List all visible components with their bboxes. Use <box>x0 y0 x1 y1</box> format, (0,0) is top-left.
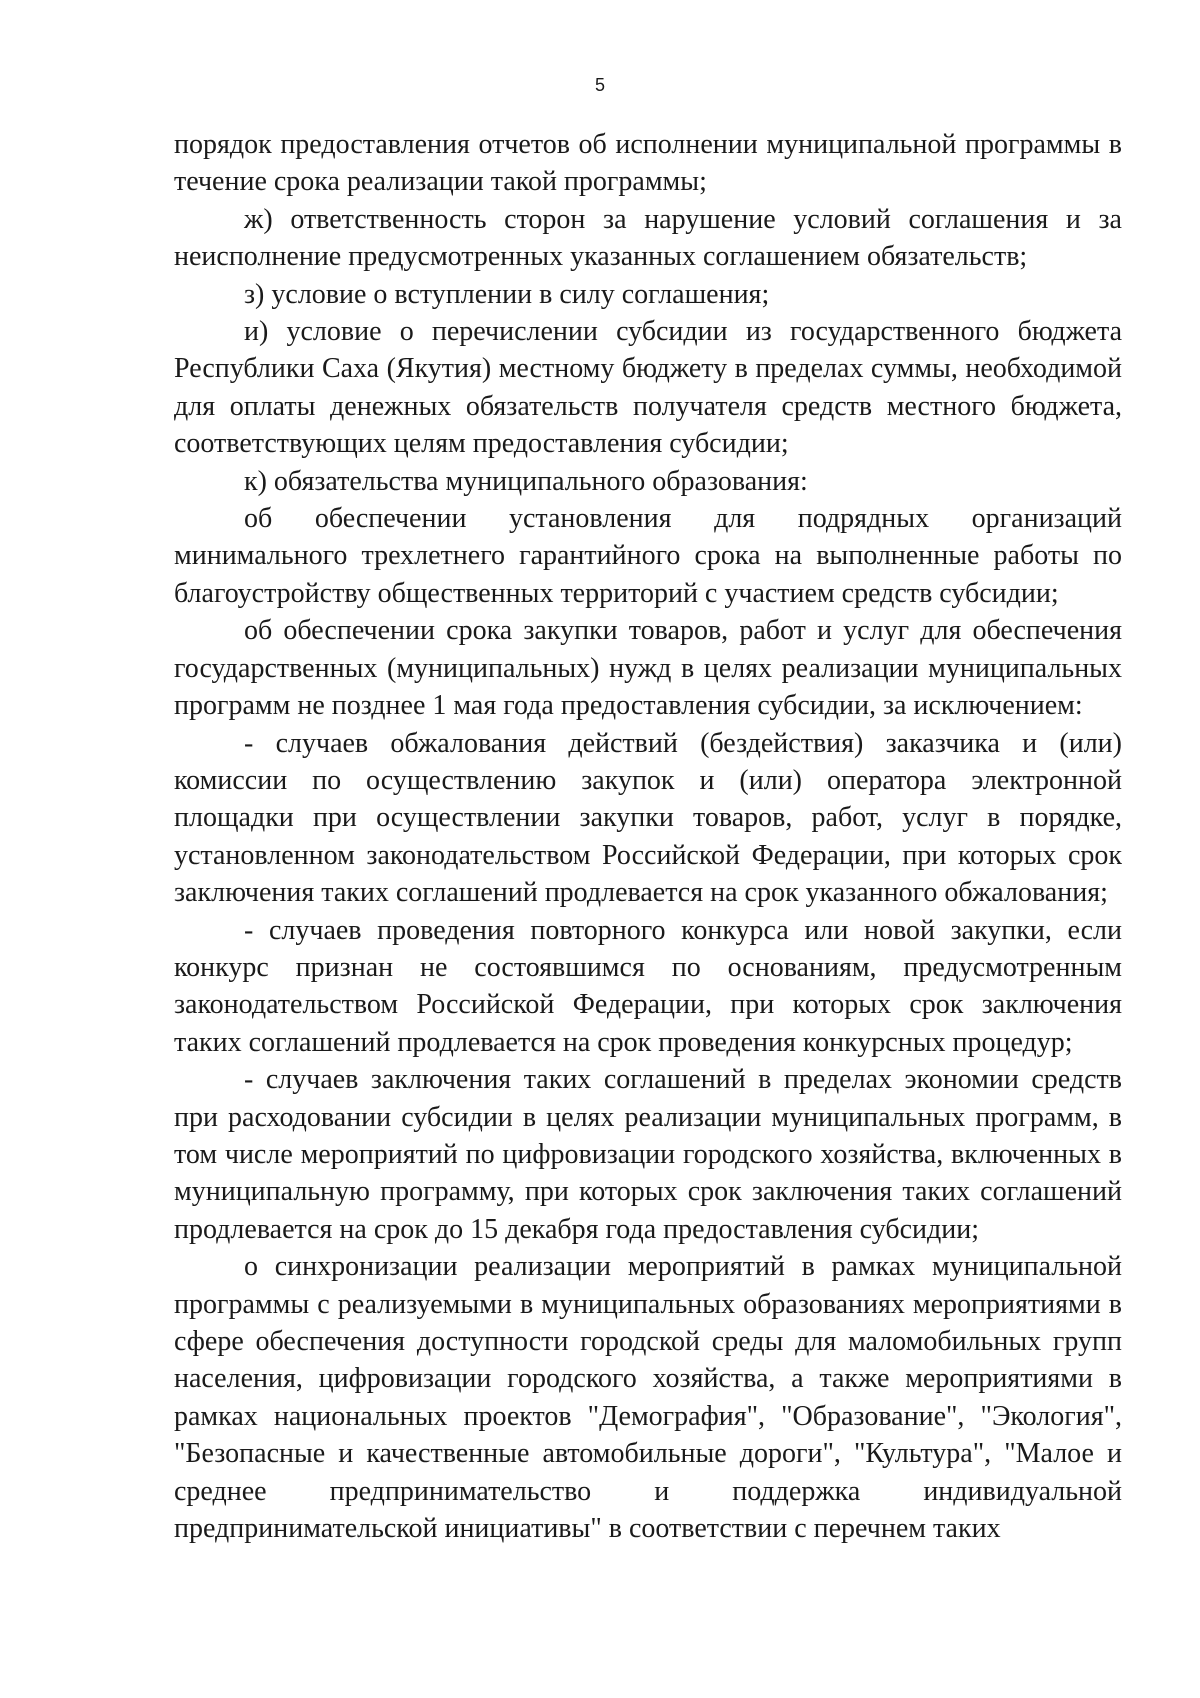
paragraph-6: об обеспечении установления для подрядных организаций минимального трехлетнего гарантийного срока на выполненные работы по благоустройству общественных территорий с участием средств субсидии; <box>174 503 1122 609</box>
paragraph-11: о синхронизации реализации мероприятий в рамках муниципальной программы с реализуемыми в муниципальных образованиях мероприятиями в сфере обеспечения доступности городской среды для маломобильных групп населения, цифровизации городского хозяйства, а также мероприятиями в рамках национальных проектов "Демография", "Образование", "Экология", "Безопасные и качественные автомобильные дороги", "Культура", "Малое и среднее предпринимательство и поддержка индивидуальной предпринимательской инициативы" в соответствии с перечнем таких <box>174 1251 1122 1545</box>
paragraph-4: и) условие о перечислении субсидии из государственного бюджета Республики Саха (Якутия) местному бюджету в пределах суммы, необходимой для оплаты денежных обязательств получателя средств местного бюджета, соответствующих целям предоставления субсидии; <box>174 316 1122 460</box>
paragraph-1: порядок предоставления отчетов об исполнении муниципальной программы в течение срока реализации такой программы; <box>174 129 1122 198</box>
paragraph-9: - случаев проведения повторного конкурса или новой закупки, если конкурс признан не состоявшимся по основаниям, предусмотренным законодательством Российской Федерации, при которых срок заключения таких соглашений продлевается на срок проведения конкурсных процедур; <box>174 914 1122 1058</box>
paragraph-5: к) обязательства муниципального образования: <box>244 465 808 497</box>
paragraph-3: з) условие о вступлении в силу соглашения; <box>244 278 770 310</box>
paragraph-8: - случаев обжалования действий (бездействия) заказчика и (или) комиссии по осуществлению закупок и (или) оператора электронной площадки при осуществлении закупки товаров, работ, услуг в порядке, установленном законодательством Российской Федерации, при которых срок заключения таких соглашений продлевается на срок указанного обжалования; <box>174 727 1122 909</box>
paragraph-7: об обеспечении срока закупки товаров, работ и услуг для обеспечения государственных (муниципальных) нужд в целях реализации муниципальных программ не позднее 1 мая года предоставления субсидии, за исключением: <box>174 615 1122 722</box>
document-body <box>174 126 1122 1547</box>
paragraph-10: - случаев заключения таких соглашений в пределах экономии средств при расходовании субсидии в целях реализации муниципальных программ, в том числе мероприятий по цифровизации городского хозяйства, включенных в муниципальную программу, при которых срок заключения таких соглашений продлевается на срок до 15 декабря года предоставления субсидии; <box>174 1064 1122 1245</box>
paragraph-2: ж) ответственность сторон за нарушение условий соглашения и за неисполнение предусмотренных указанных соглашением обязательств; <box>174 203 1122 273</box>
page-number: 5 <box>594 75 605 95</box>
